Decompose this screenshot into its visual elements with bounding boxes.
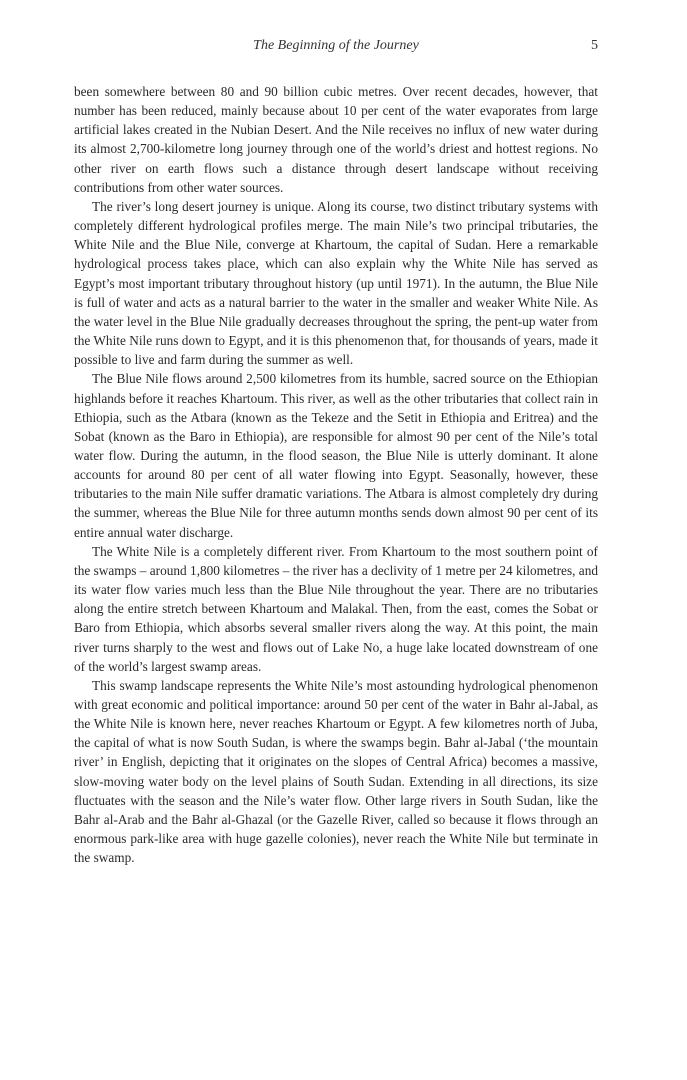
running-head (74, 38, 598, 58)
page-number: 5 (591, 38, 598, 53)
paragraph-desert-journey: The river’s long desert journey is unique. Along its course, two distinct tributary systems with completely different hydrological profiles merge. The main Nile’s two principal tributaries, the White Nile and the Blue Nile, converge at Khartoum, the capital of Sudan. Here a remarkable hydrological process takes place, which can also explain why the White Nile has served as Egypt’s most important tributary throughout history (up until 1971). In the autumn, the Blue Nile is full of water and acts as a natural barrier to the water in the smaller and weaker White Nile. As the water level in the Blue Nile gradually decreases throughout the spring, the pent-up water from the White Nile runs down to Egypt, and it is this phenomenon that, for thousands of years, made it possible to live and farm during the summer as well. (74, 198, 598, 368)
paragraph-continued: been somewhere between 80 and 90 billion cubic metres. Over recent decades, however, that number has been reduced, mainly because about 10 per cent of the water evaporates from large artificial lakes created in the Nubian Desert. And the Nile receives no influx of new water during its almost 2,700-kilometre long journey through one of the world’s driest and hottest regions. No other river on earth flows such a distance through desert landscape without receiving contributions from other water sources. (74, 84, 598, 195)
paragraph-white-nile: The White Nile is a completely different river. From Khartoum to the most southern point of the swamps – around 1,800 kilometres – the river has a declivity of 1 metre per 24 kilometres, and its water flow varies much less than the Blue Nile throughout the year. There are no tributaries along the entire stretch between Khartoum and Malakal. Then, from the east, comes the Sobat or Baro from Ethiopia, which absorbs several smaller rivers along the way. At this point, the main river turns sharply to the west and flows out of Lake No, a huge lake located downstream of one of the world’s largest swamp areas. (74, 543, 598, 674)
body-text (74, 82, 598, 867)
running-title: The Beginning of the Journey (253, 38, 419, 53)
paragraph-blue-nile: The Blue Nile flows around 2,500 kilometres from its humble, sacred source on the Ethiopian highlands before it reaches Khartoum. This river, as well as the other tributaries that collect rain in Ethiopia, such as the Atbara (known as the Tekeze and the Setit in Ethiopia and Eritrea) and the Sobat (known as the Baro in Ethiopia), are responsible for almost 90 per cent of the Nile’s total water flow. During the autumn, in the flood season, the Blue Nile is utterly dominant. It alone accounts for around 80 per cent of all water flowing into Egypt. Seasonally, however, these tributaries to the main Nile suffer dramatic variations. The Atbara is almost completely dry during the summer, whereas the Blue Nile for three autumn months sends down almost 90 per cent of its entire annual water discharge. (74, 371, 598, 540)
paragraph-swamp-landscape: This swamp landscape represents the White Nile’s most astounding hydrological phenomenon with great economic and political importance: around 50 per cent of the water in Bahr al-Jabal, as the White Nile is known here, never reaches Khartoum or Egypt. A few kilometres north of Juba, the capital of what is now South Sudan, is where the swamps begin. Bahr al-Jabal (‘the mountain river’ in English, depicting that it originates on the slopes of Central Africa) becomes a massive, slow-moving water body on the level plains of South Sudan. Extending in all directions, its size fluctuates with the season and the Nile’s water flow. Other large rivers in South Sudan, like the Bahr al-Arab and the Bahr al-Ghazal (or the Gazelle River, called so because it flows through an enormous park-like area with huge gazelle colonies), never reach the White Nile but terminate in the swamp. (74, 677, 598, 866)
